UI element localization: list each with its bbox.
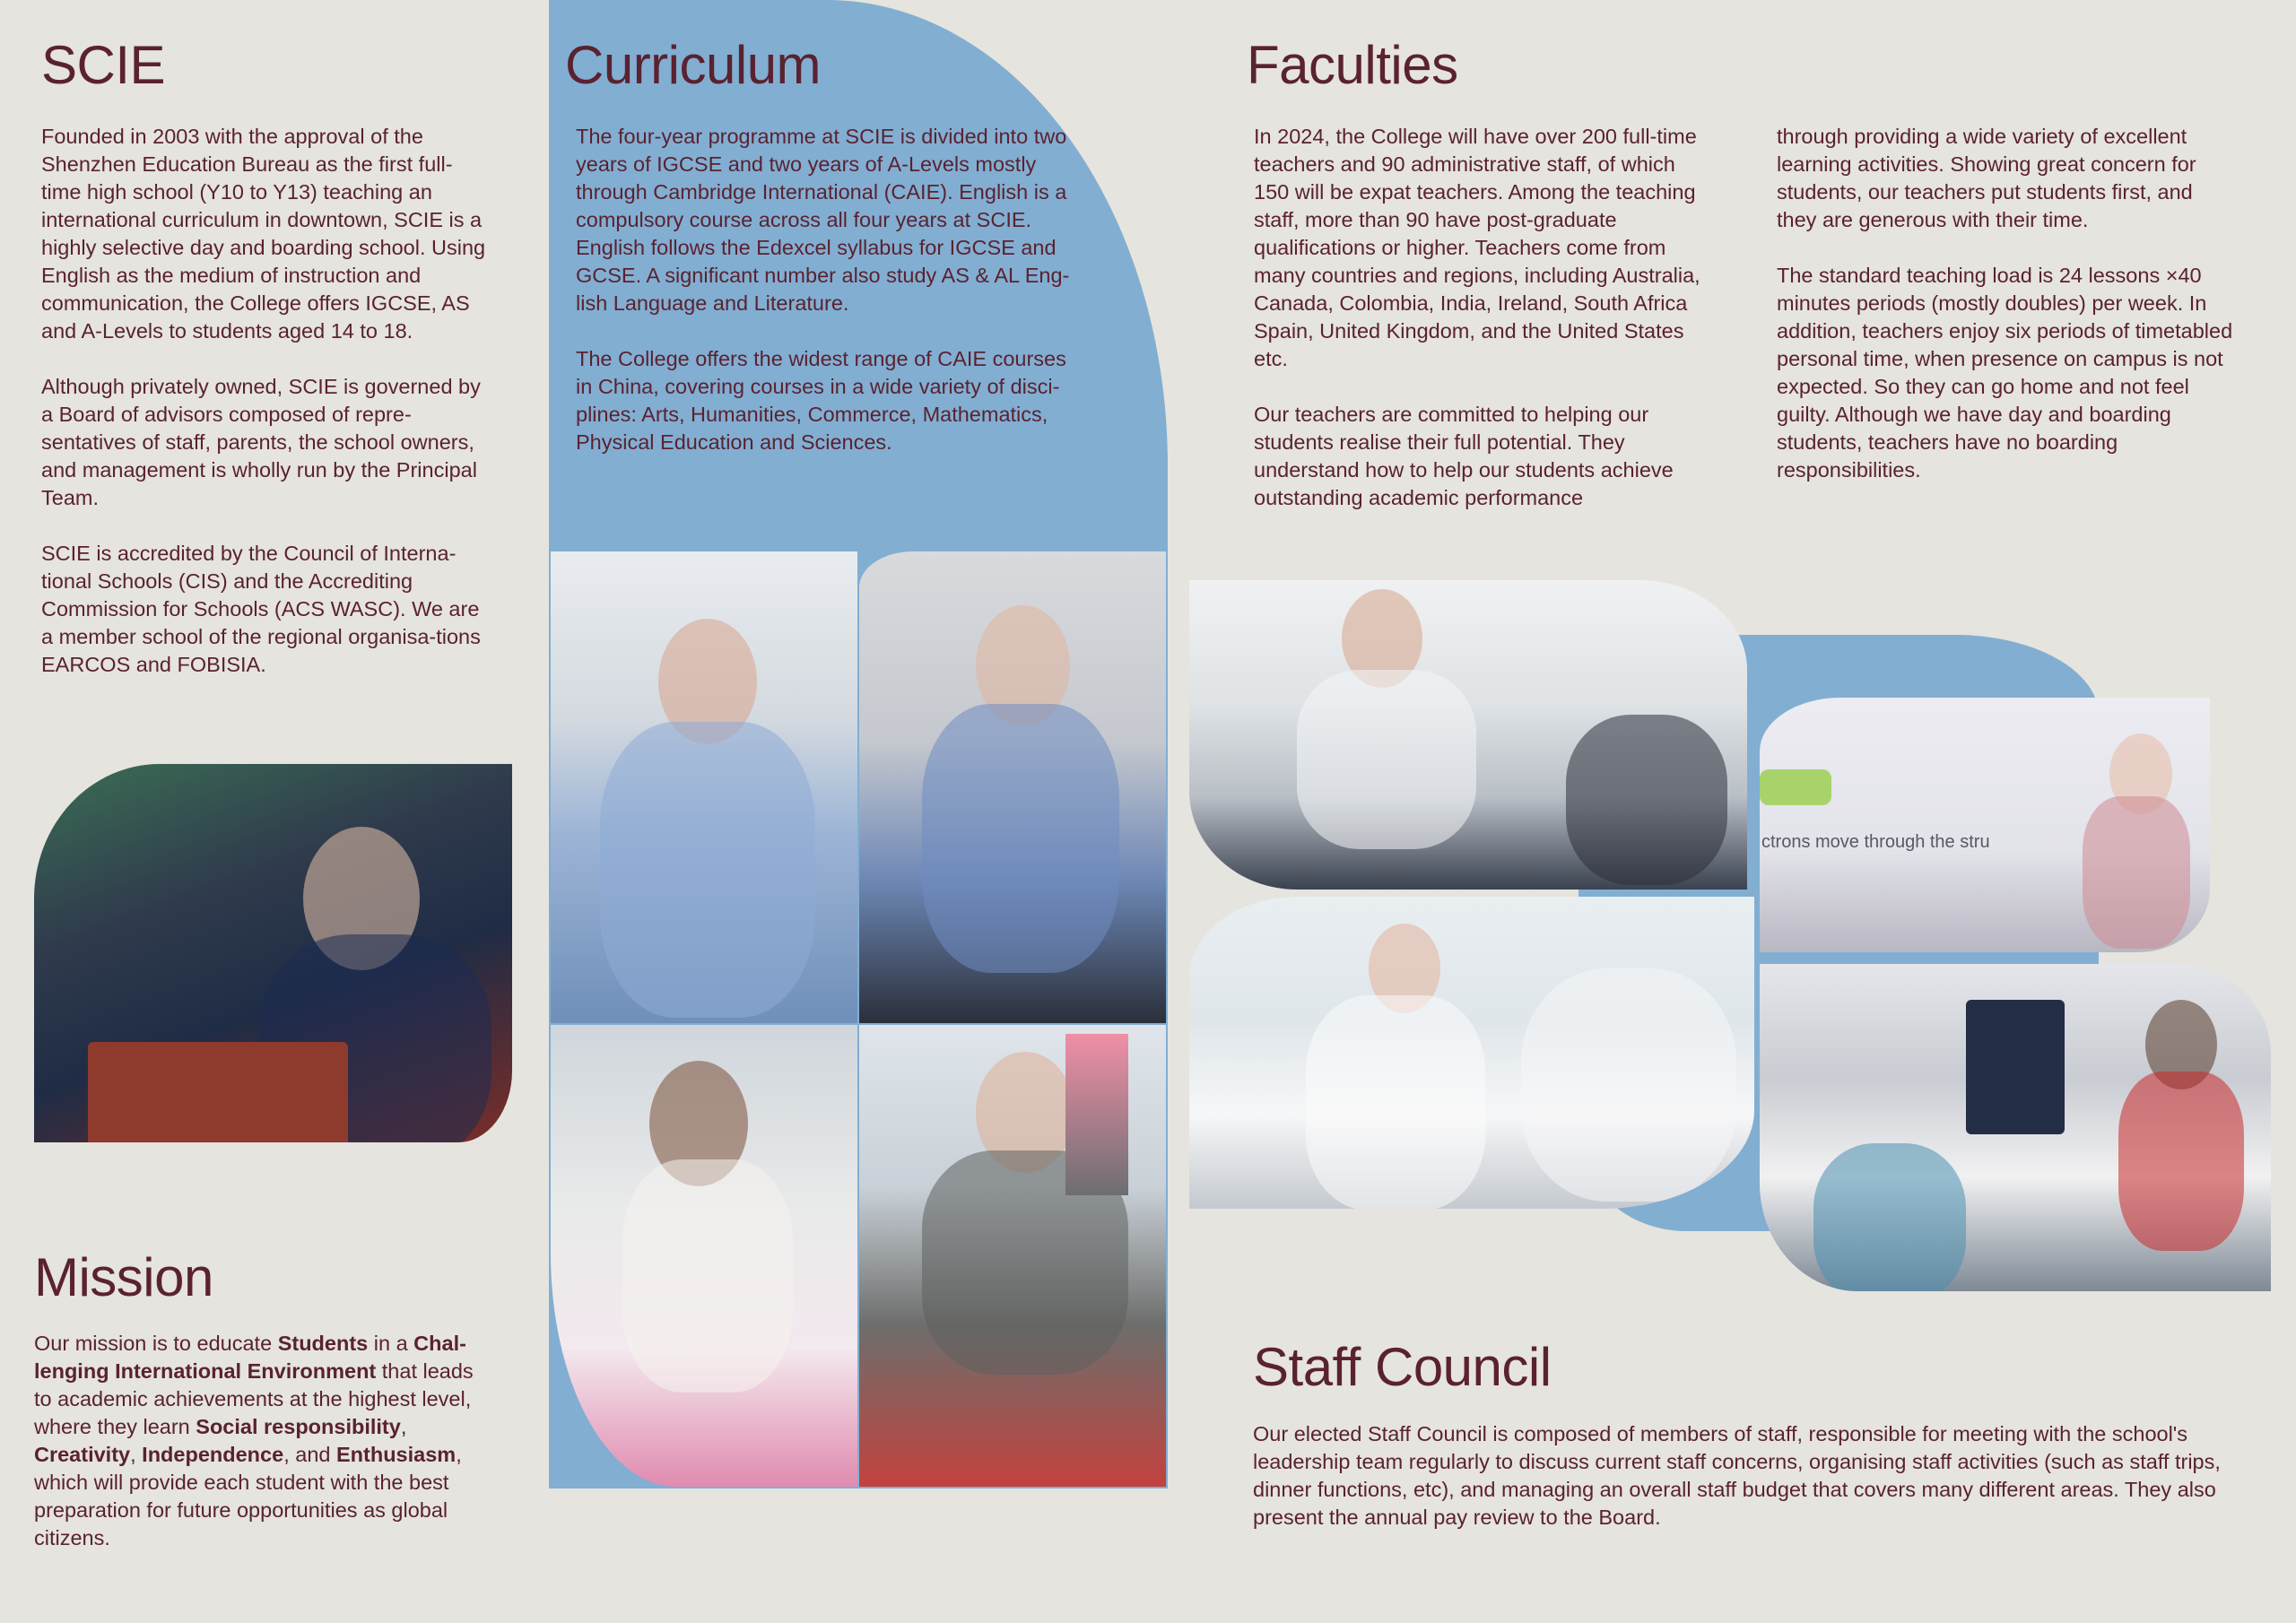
principal-speech-photo (34, 764, 512, 1142)
mission-text-part: Our mission is to educate (34, 1332, 278, 1355)
teacher-photo-3 (551, 1025, 857, 1487)
mission-highlight-social: Social responsibility (196, 1415, 401, 1438)
science-lab-photo (1189, 897, 1754, 1209)
slide-caption: ctrons move through the stru (1761, 832, 1990, 852)
mission-text (34, 1330, 483, 1552)
teacher-photo-1 (551, 551, 857, 1023)
faculties-paragraph-2: Our teachers are committed to helping our students realise their full potential. They understand how to help our students achieve outstanding academic performance (1254, 403, 1674, 509)
mission-text-part: , which will provide each student with the best preparation for future opportunities as global citizens. (34, 1443, 462, 1549)
presentation-photo (1760, 698, 2210, 952)
mission-text-part: that leads to academic achievements at the highest level, where they learn (34, 1359, 474, 1438)
classroom-laptops-photo (1189, 580, 1747, 890)
mission-text-part: , (400, 1415, 407, 1438)
faculties-paragraph-4: The standard teaching load is 24 lessons ×40 minutes periods (mostly doubles) per week. In addition, teachers enjoy six periods of timetabled personal time, when presence on campus is not expected. So they can go home and not feel guilty. Although we have day and boarding students, teachers have no boarding responsibilities. (1777, 264, 2233, 482)
mission-text-part: in a (368, 1332, 414, 1355)
mission-highlight-independence: Independence (142, 1443, 284, 1466)
mission-text-part: , and (283, 1443, 336, 1466)
staff-council-text: Our elected Staff Council is composed of members of staff, responsible for meeting with the school's leadership team regularly to discuss current staff concerns, organising staff activities (such as staff trips, dinner functions, etc), and managing an overall staff budget that covers many different areas. They also present the annual pay review to the Board. (1253, 1422, 2221, 1529)
mission-title: Mission (34, 1247, 213, 1307)
teacher-photo-4 (859, 1025, 1166, 1487)
scie-text (41, 123, 490, 679)
faculties-paragraph-1: In 2024, the College will have over 200 full-time teachers and 90 administrative staff, of which 150 will be expat teachers. Among the teaching staff, more than 90 have post-graduate qualifications or higher. Teachers come from many countries and regions, including Australia, Canada, Colombia, India, Ireland, South Africa Spain, United Kingdom, and the United States etc. (1254, 125, 1700, 370)
curriculum-text (576, 123, 1083, 456)
mission-highlight-enthusiasm: Enthusiasm (335, 1443, 457, 1466)
teacher-photo-2 (859, 551, 1166, 1023)
scie-paragraph-3: SCIE is accredited by the Council of Interna-tional Schools (CIS) and the Accrediting Commission for Schools (ACS WASC). We are a member school of the regional organisa-tions EARCOS and FOBISIA. (41, 542, 481, 676)
mission-text-part: , (130, 1443, 143, 1466)
scie-paragraph-1: Founded in 2003 with the approval of the Shenzhen Education Bureau as the first full-time high school (Y10 to Y13) teaching an international curriculum in downtown, SCIE is a highly selective day and boarding school. Using English as the medium of instruction and communication, the College offers IGCSE, AS and A-Levels to students aged 14 to 18. (41, 125, 486, 343)
scie-title: SCIE (41, 35, 166, 95)
mission-highlight-creativity: Creativity (34, 1443, 131, 1466)
scie-paragraph-2: Although privately owned, SCIE is governed by a Board of advisors composed of repre-sentatives of staff, parents, the school owners, and management is wholly run by the Principal Team. (41, 375, 481, 509)
mission-highlight-environment: Chal-lenging International Environment (34, 1332, 466, 1383)
curriculum-paragraph-1: The four-year programme at SCIE is divided into two years of IGCSE and two years of A-Levels mostly through Cambridge International (CAIE). English is a compulsory course across all four years at SCIE. English follows the Edexcel syllabus for IGCSE and GCSE. A significant number also study AS & AL Eng-lish Language and Literature. (576, 125, 1070, 315)
faculties-title: Faculties (1247, 35, 1458, 95)
teacher-with-students-photo (1760, 964, 2271, 1291)
staff-council-title: Staff Council (1253, 1337, 1552, 1397)
curriculum-paragraph-2: The College offers the widest range of CAIE courses in China, covering courses in a wide variety of disci-plines: Arts, Humanities, Commerce, Mathematics, Physical Education and Sciences. (576, 347, 1066, 454)
faculties-column-1 (1254, 123, 1702, 512)
faculties-column-2 (1777, 123, 2234, 484)
mission-highlight-students: Students (277, 1332, 369, 1355)
curriculum-title: Curriculum (565, 35, 822, 95)
faculties-paragraph-3: through providing a wide variety of excellent learning activities. Showing great concern for students, our teachers put students first, and they are generous with their time. (1777, 125, 2196, 231)
